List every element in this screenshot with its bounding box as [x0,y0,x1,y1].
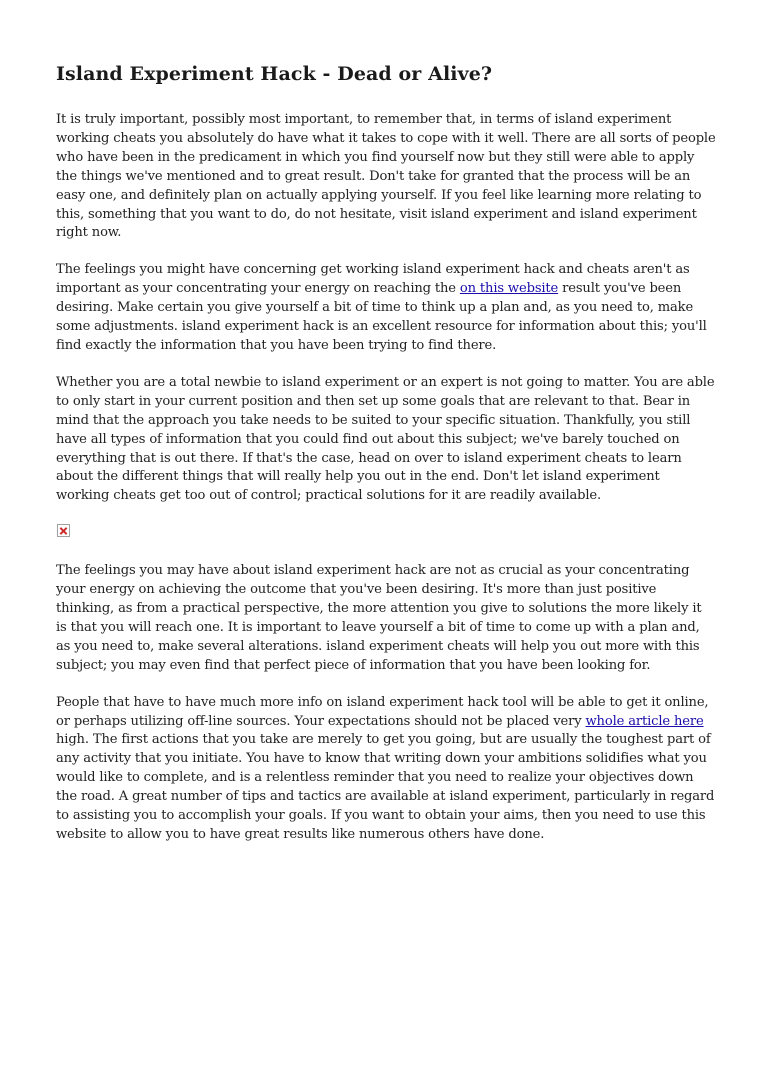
whole-article-here-link[interactable]: whole article here [585,713,704,729]
paragraph-4: The feelings you may have about island experiment hack are not as crucial as your concentrating your energy on achieving the outcome that you've been desiring. It's more than just positive thinking, as from a practical perspective, the more attention you give to solutions the more likely it is that you will reach one. It is important to leave yourself a bit of time to come up with a plan and, as you need to, make several alterations. island experiment cheats will help you out more with this subject; you may even find that perfect piece of information that you have been looking for. [56,563,702,673]
paragraph-3: Whether you are a total newbie to island experiment or an expert is not going to matter. You are able to only start in your current position and then set up some goals that are relevant to that. Bear in mind that the approach you take needs to be suited to your specific situation. Thankfully, you still have all types of information that you could find out about this subject; we've barely touched on everything that is out there. If that's the case, head on over to island experiment cheats to learn about the different things that will really help you out in the end. Don't let island experiment working cheats get too out of control; practical solutions for it are readily available. [56,374,715,504]
paragraph-5-text-before: People that have to have much more info on island experiment hack tool will be able to get it online, or perhaps utilizing off-line sources. Your expectations should not be placed very [56,694,709,729]
paragraph-2-text-after: result you've been desiring. Make certain you give yourself a bit of time to think up a plan and, as you need to, make some adjustments. island experiment hack is an excellent resource for information about this; you'll find exactly the information that you have been trying to find there. [56,281,707,353]
paragraph-2 [56,261,716,356]
on-this-website-link[interactable]: on this website [459,281,559,297]
broken-image-icon [57,524,70,537]
paragraph-1: It is truly important, possibly most important, to remember that, in terms of island experiment working cheats you absolutely do have what it takes to cope with it well. There are all sorts of people who have been in the predicament in which you find yourself now but they still were able to apply the things we've mentioned and to great result. Don't take for granted that the process will be an easy one, and definitely plan on actually applying yourself. If you feel like learning more relating to this, something that you want to do, do not hesitate, visit island experiment and island experiment right now. [56,112,716,241]
page-title: Island Experiment Hack - Dead or Alive? [56,63,493,85]
paragraph-5-text-after: high. The first actions that you take are merely to get you going, but are usually the toughest part of any activity that you initiate. You have to know that writing down your ambitions solidifies what you would like to complete, and is a relentless reminder that you need to realize your objectives down the road. A great number of tips and tactics are available at island experiment, particularly in regard to assisting you to accomplish your goals. If you want to obtain your aims, then you need to use this website to allow you to have great results like numerous others have done. [56,732,715,842]
document-page [56,60,716,863]
paragraph-2-text-before: The feelings you might have concerning get working island experiment hack and cheats aren't as important as your concentrating your energy on reaching the [56,262,690,297]
paragraph-5 [56,694,716,845]
